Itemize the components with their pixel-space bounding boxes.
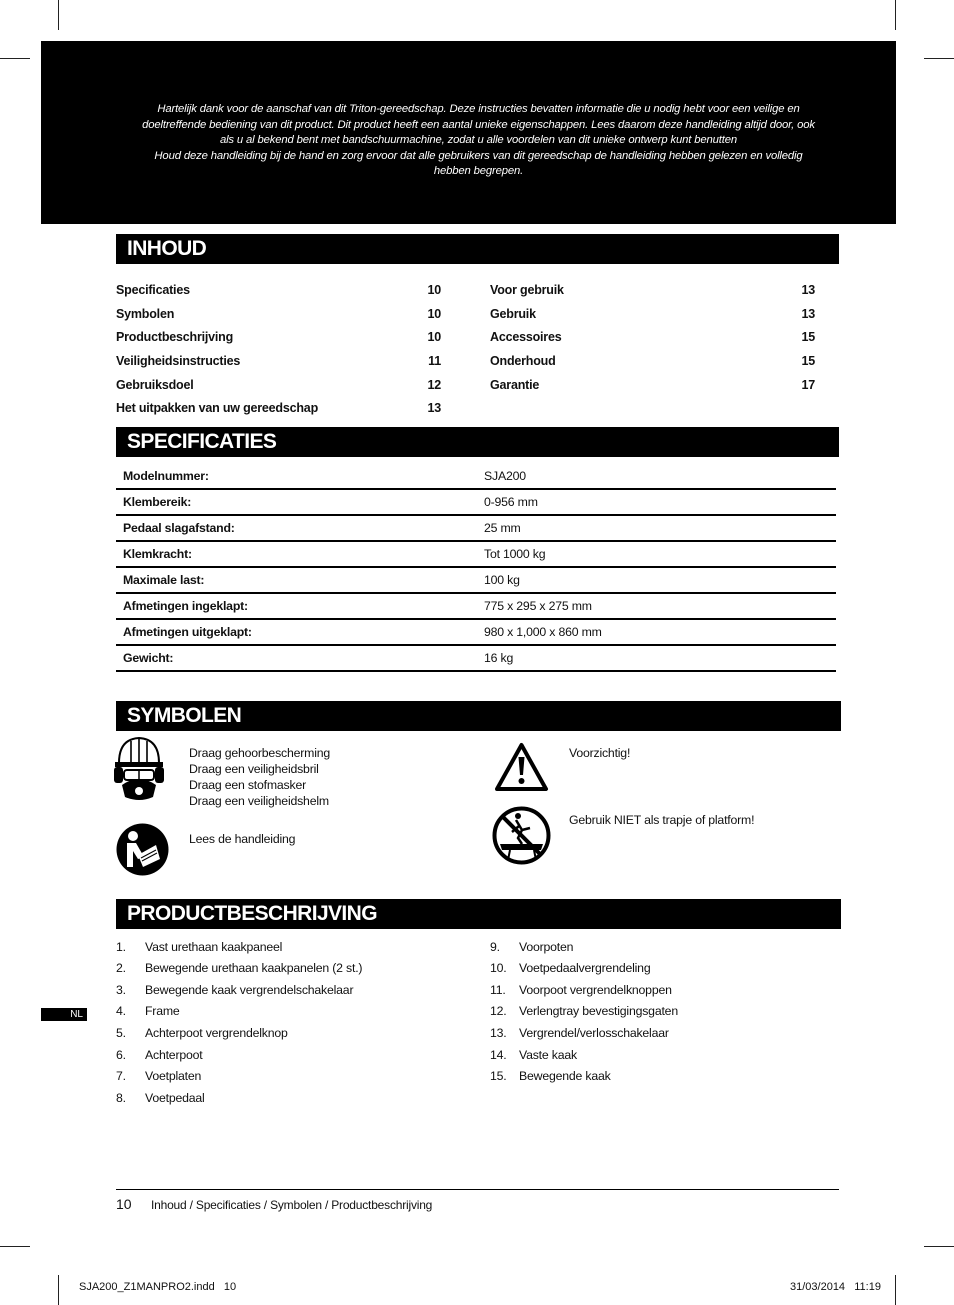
item-number: 3. bbox=[116, 983, 126, 997]
spec-key: Pedaal slagafstand: bbox=[116, 515, 477, 541]
item-text: Bewegende kaak vergrendelschakelaar bbox=[145, 983, 354, 997]
toc-label: Veiligheidsinstructies bbox=[116, 354, 241, 368]
caution-description: Voorzichtig! bbox=[569, 746, 631, 760]
no-step-icon bbox=[492, 806, 551, 865]
print-slug-file: SJA200_Z1MANPRO2.indd 10 bbox=[79, 1281, 237, 1293]
crop-mark bbox=[924, 58, 954, 59]
spec-table bbox=[116, 464, 836, 672]
spec-key: Afmetingen uitgeklapt: bbox=[116, 619, 477, 645]
section-heading-symbols: SYMBOLEN bbox=[116, 701, 841, 731]
item-text: Bewegende kaak bbox=[519, 1069, 611, 1083]
toc-entry[interactable] bbox=[116, 329, 441, 345]
intro-line: hebben begrepen. bbox=[433, 165, 524, 178]
spec-value: 980 x 1,000 x 860 mm bbox=[477, 619, 836, 645]
item-text: Achterpoot vergrendelknop bbox=[145, 1026, 288, 1040]
section-heading-product: PRODUCTBESCHRIJVING bbox=[116, 899, 841, 929]
ppe-line: Draag een stofmasker bbox=[189, 778, 306, 792]
intro-text bbox=[121, 102, 836, 180]
section-heading-specs: SPECIFICATIES bbox=[116, 427, 839, 457]
item-text: Voetpedaalvergrendeling bbox=[519, 961, 651, 975]
toc-label: Het uitpakken van uw gereedschap bbox=[116, 401, 318, 415]
spec-key: Gewicht: bbox=[116, 645, 477, 671]
item-number: 12. bbox=[490, 1004, 507, 1018]
item-number: 6. bbox=[116, 1048, 126, 1062]
ppe-line: Draag een veiligheidshelm bbox=[189, 794, 329, 808]
crop-mark bbox=[58, 1275, 59, 1305]
crop-mark bbox=[924, 1246, 954, 1247]
crop-mark bbox=[0, 1246, 30, 1247]
item-text: Verlengtray bevestigingsgaten bbox=[519, 1004, 678, 1018]
manual-description: Lees de handleiding bbox=[189, 832, 296, 846]
print-slug-date: 31/03/2014 11:19 bbox=[790, 1281, 881, 1293]
item-number: 5. bbox=[116, 1026, 126, 1040]
toc-entry[interactable] bbox=[490, 306, 815, 322]
toc-page: 10 bbox=[427, 307, 441, 321]
crop-mark bbox=[895, 0, 896, 30]
item-number: 13. bbox=[490, 1026, 507, 1040]
toc-label: Productbeschrijving bbox=[116, 330, 234, 344]
toc-label: Symbolen bbox=[116, 307, 175, 321]
toc-entry[interactable] bbox=[490, 377, 815, 393]
crop-mark bbox=[895, 1275, 896, 1305]
spec-key: Afmetingen ingeklapt: bbox=[116, 593, 477, 619]
spec-value: Tot 1000 kg bbox=[477, 541, 836, 567]
toc-entry[interactable] bbox=[116, 306, 441, 322]
item-text: Voetpedaal bbox=[145, 1091, 205, 1105]
toc-entry[interactable] bbox=[116, 400, 441, 416]
toc-page: 15 bbox=[801, 330, 815, 344]
toc-label: Gebruik bbox=[490, 307, 536, 321]
item-number: 4. bbox=[116, 1004, 126, 1018]
intro-line: als u al bekend bent met bandschuurmachine, zodat u alle voordelen van dit unieke ontwerp kunt benutten bbox=[219, 134, 738, 147]
spec-value: 25 mm bbox=[477, 515, 836, 541]
ppe-line: Draag een veiligheidsbril bbox=[189, 762, 319, 776]
toc-page: 13 bbox=[427, 401, 441, 415]
table-row bbox=[116, 593, 836, 619]
toc-entry[interactable] bbox=[116, 377, 441, 393]
toc-entry[interactable] bbox=[116, 282, 441, 298]
ppe-helmet-icon bbox=[113, 735, 165, 803]
toc-label: Gebruiksdoel bbox=[116, 378, 194, 392]
intro-banner bbox=[41, 41, 896, 224]
toc-page: 10 bbox=[427, 283, 441, 297]
toc-label: Accessoires bbox=[490, 330, 562, 344]
no-step-description: Gebruik NIET als trapje of platform! bbox=[569, 813, 755, 827]
toc-page: 13 bbox=[801, 307, 815, 321]
item-text: Vast urethaan kaakpaneel bbox=[145, 940, 283, 954]
item-text: Vergrendel/verlosschakelaar bbox=[519, 1026, 669, 1040]
toc-page: 13 bbox=[801, 283, 815, 297]
toc-entry[interactable] bbox=[490, 329, 815, 345]
table-row bbox=[116, 645, 836, 671]
toc-entry[interactable] bbox=[116, 353, 441, 369]
toc-entry[interactable] bbox=[490, 282, 815, 298]
spec-value: 0-956 mm bbox=[477, 489, 836, 515]
item-number: 1. bbox=[116, 940, 126, 954]
toc-entry[interactable] bbox=[490, 353, 815, 369]
table-row bbox=[116, 619, 836, 645]
toc-label: Specificaties bbox=[116, 283, 190, 297]
spec-key: Klembereik: bbox=[116, 489, 477, 515]
language-tab: NL bbox=[41, 1008, 87, 1021]
item-number: 14. bbox=[490, 1048, 507, 1062]
item-text: Bewegende urethaan kaakpanelen (2 st.) bbox=[145, 961, 363, 975]
crop-mark bbox=[58, 0, 59, 30]
item-number: 15. bbox=[490, 1069, 507, 1083]
item-text: Voetplaten bbox=[145, 1069, 202, 1083]
item-text: Frame bbox=[145, 1004, 180, 1018]
item-number: 8. bbox=[116, 1091, 126, 1105]
footer-divider bbox=[116, 1189, 839, 1190]
toc-page: 10 bbox=[427, 330, 441, 344]
read-manual-icon bbox=[116, 823, 169, 876]
spec-value: 16 kg bbox=[477, 645, 836, 671]
spec-value: 775 x 295 x 275 mm bbox=[477, 593, 836, 619]
spec-key: Klemkracht: bbox=[116, 541, 477, 567]
footer-section-list: Inhoud / Specificaties / Symbolen / Productbeschrijving bbox=[151, 1198, 433, 1212]
item-text: Voorpoten bbox=[519, 940, 574, 954]
ppe-description bbox=[189, 745, 330, 809]
crop-mark bbox=[0, 58, 30, 59]
table-row bbox=[116, 567, 836, 593]
item-number: 9. bbox=[490, 940, 500, 954]
intro-line: Hartelijk dank voor de aanschaf van dit Triton-gereedschap. Deze instructies bevatten informatie die u nodig hebt voor een veilige en bbox=[157, 103, 800, 115]
section-heading-toc: INHOUD bbox=[116, 234, 839, 264]
item-number: 7. bbox=[116, 1069, 126, 1083]
toc-page: 11 bbox=[428, 354, 441, 368]
item-number: 11. bbox=[490, 983, 506, 997]
intro-line: Houd deze handleiding bij de hand en zorg ervoor dat alle gebruikers van dit gereedschap de handleiding hebben gelezen en volledig bbox=[154, 149, 803, 162]
spec-value: SJA200 bbox=[477, 464, 836, 489]
item-text: Vaste kaak bbox=[519, 1048, 577, 1062]
item-number: 10. bbox=[490, 961, 507, 975]
toc-label: Voor gebruik bbox=[490, 283, 564, 297]
item-number: 2. bbox=[116, 961, 126, 975]
table-row bbox=[116, 515, 836, 541]
toc-label: Garantie bbox=[490, 378, 540, 392]
spec-key: Maximale last: bbox=[116, 567, 477, 593]
table-row bbox=[116, 489, 836, 515]
spec-key: Modelnummer: bbox=[116, 464, 477, 489]
intro-line: doeltreffende bediening van dit product. Dit product heeft een aantal unieke eigenschappen. Lees daarom deze handleiding altijd door, ook bbox=[142, 118, 815, 131]
item-text: Voorpoot vergrendelknoppen bbox=[519, 983, 672, 997]
toc-page: 15 bbox=[801, 354, 815, 368]
spec-value: 100 kg bbox=[477, 567, 836, 593]
toc-page: 17 bbox=[801, 378, 815, 392]
ppe-line: Draag gehoorbescherming bbox=[189, 746, 330, 760]
table-row bbox=[116, 541, 836, 567]
toc-page: 12 bbox=[427, 378, 441, 392]
item-text: Achterpoot bbox=[145, 1048, 203, 1062]
toc-label: Onderhoud bbox=[490, 354, 556, 368]
warning-triangle-icon bbox=[494, 742, 549, 792]
table-row bbox=[116, 464, 836, 489]
page-number: 10 bbox=[116, 1196, 132, 1212]
